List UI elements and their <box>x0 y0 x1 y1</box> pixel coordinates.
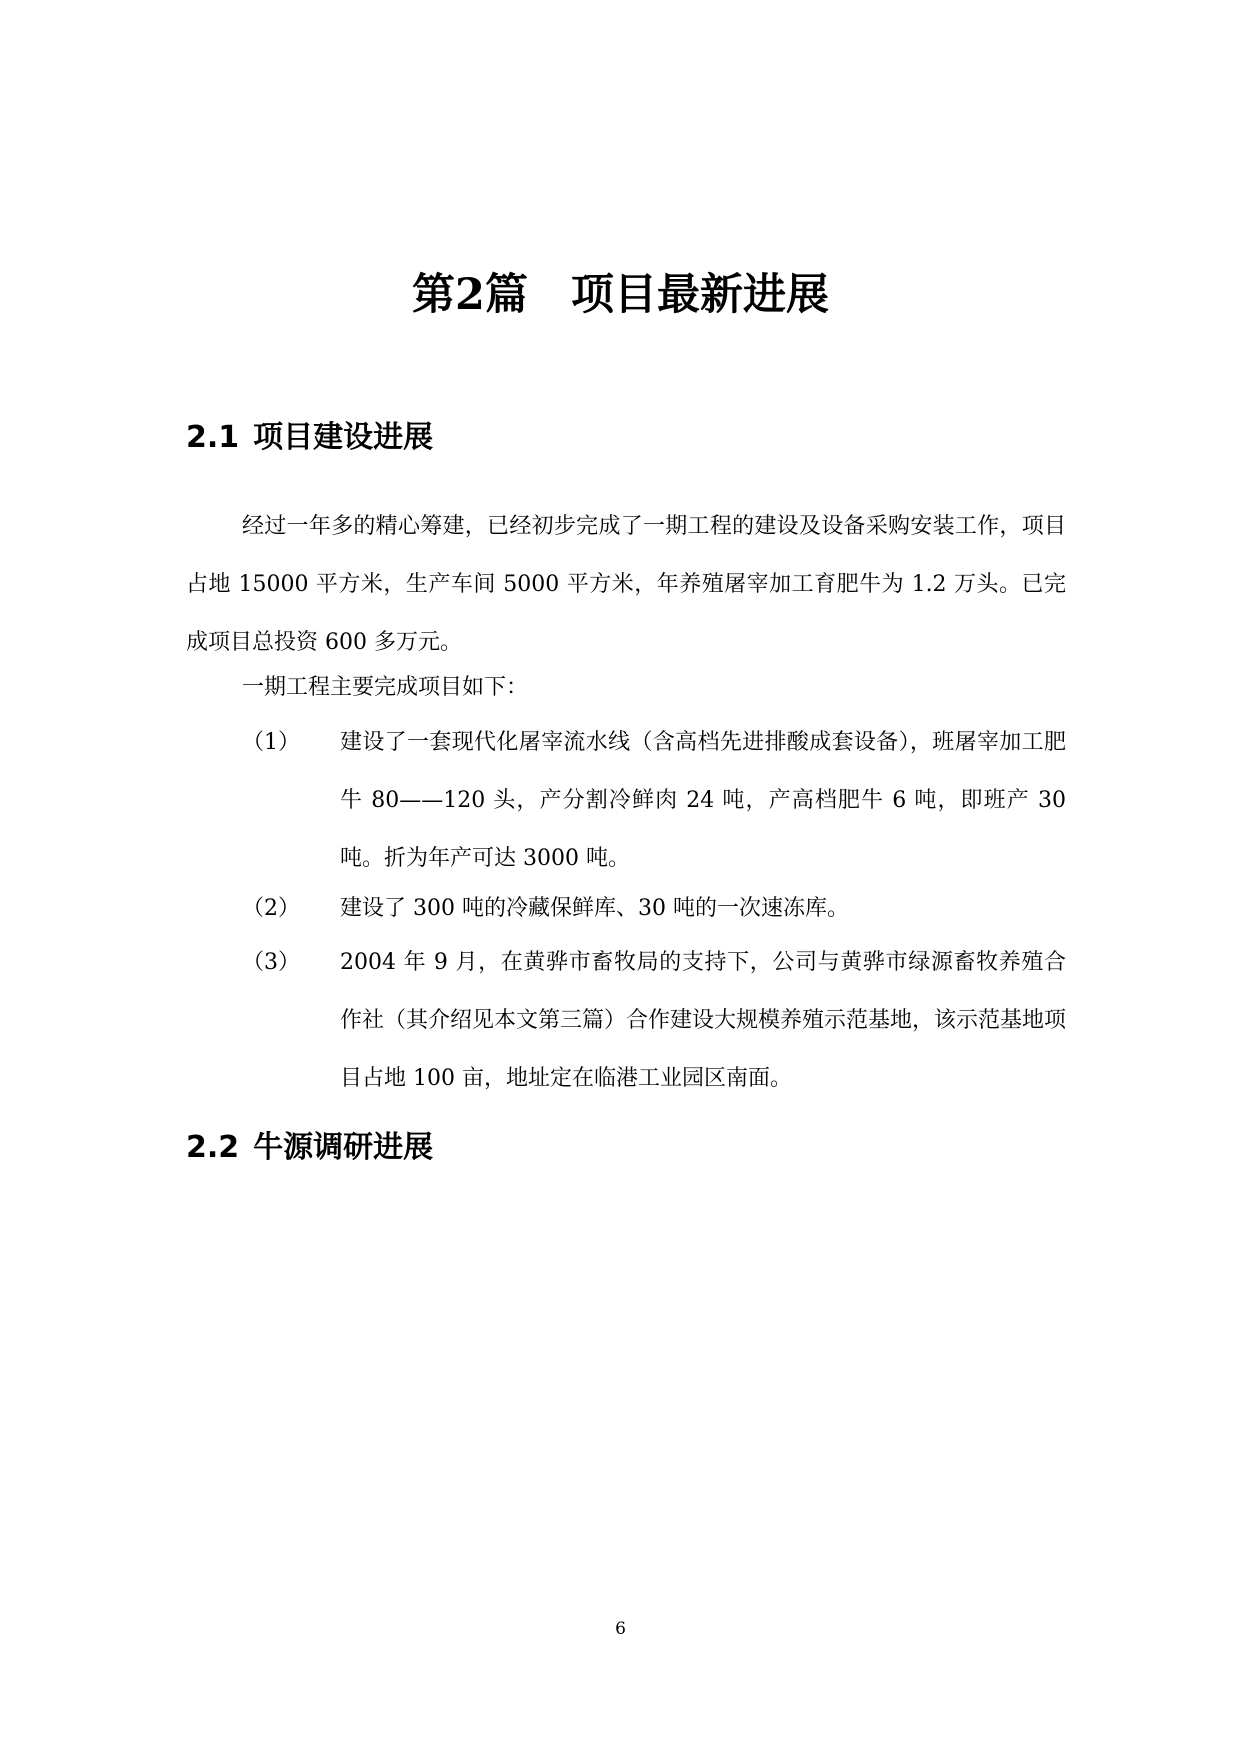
list-item-marker: （3） <box>242 950 300 975</box>
list-item-marker: （1） <box>242 730 300 755</box>
section-title: 牛源调研进展 <box>253 1130 434 1165</box>
page-title: 第2篇 项目最新进展 <box>412 270 829 320</box>
list-item <box>242 714 1066 888</box>
section-heading-2-1 <box>186 418 433 458</box>
section-number: 2.1 <box>186 420 240 455</box>
section-number: 2.2 <box>186 1130 240 1165</box>
list-item <box>242 880 1066 938</box>
list-item-text: 2004 年 9 月，在黄骅市畜牧局的支持下，公司与黄骅市绿源畜牧养殖合作社（其介绍见本文第三篇）合作建设大规模养殖示范基地，该示范基地项目占地 100 亩，地址定在临港工业园区南面。 <box>340 950 1067 1091</box>
section-title: 项目建设进展 <box>253 420 434 455</box>
page-number: 6 <box>615 1619 626 1639</box>
section-heading-2-2 <box>186 1128 433 1168</box>
list-item-text: 建设了 300 吨的冷藏保鲜库、30 吨的一次速冻库。 <box>340 896 849 921</box>
list-intro: 一期工程主要完成项目如下： <box>242 675 529 700</box>
list-item <box>242 934 1066 1108</box>
list-item-text: 建设了一套现代化屠宰流水线（含高档先进排酸成套设备），班屠宰加工肥牛 80——120 头，产分割冷鲜肉 24 吨，产高档肥牛 6 吨，即班产 30 吨。折为年产可达 3000 吨。 <box>340 730 1066 871</box>
list-item-marker: （2） <box>242 896 300 921</box>
body-paragraph: 经过一年多的精心筹建，已经初步完成了一期工程的建设及设备采购安装工作，项目占地 15000 平方米，生产车间 5000 平方米，年养殖屠宰加工育肥牛为 1.2 万头。已完成项目总投资 600 多万元。 <box>186 514 1066 655</box>
